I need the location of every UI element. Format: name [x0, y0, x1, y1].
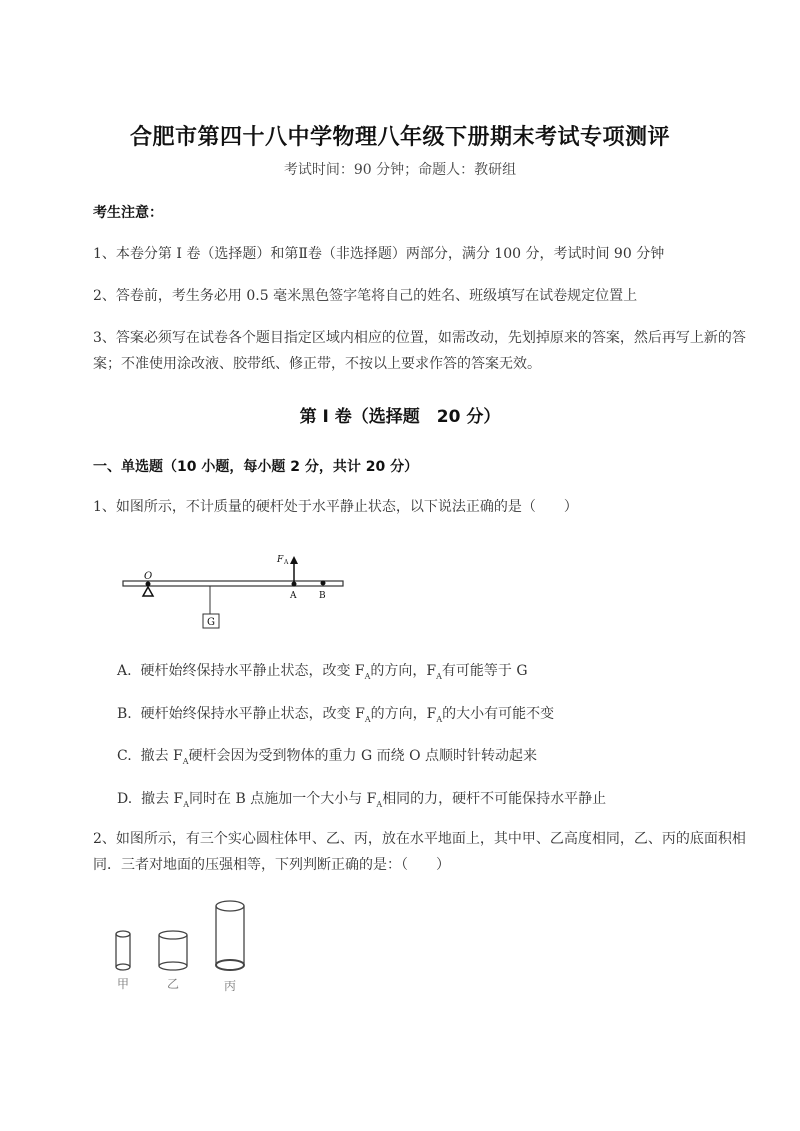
option-1C[interactable]: C. 撤去 $F_A$硬杆会因为受到物体的重力 G 而绕 O 点顺时针转动起来 — [117, 748, 537, 766]
option-1D[interactable]: D. 撤去 $F_A$同时在 B 点施加一个大小与 $F_A$相同的力，硬杆不可能保持水平静止 — [117, 791, 607, 809]
point-a-label: A — [290, 591, 297, 601]
cylinder-label-yi: 乙 — [167, 977, 180, 991]
cylinder-label-jia: 甲 — [117, 977, 130, 991]
force-label: F — [277, 555, 284, 565]
exam-subtitle: 考试时间：90 分钟；命题人：教研组 — [283, 162, 517, 178]
weight-label: G — [207, 617, 215, 628]
notice-item-2: 2、答卷前，考生务必用 0.5 毫米黑色签字笔将自己的姓名、班级填写在试卷规定位置上 — [93, 288, 638, 304]
notice-item-1: 1、本卷分第 I 卷（选择题）和第Ⅱ卷（非选择题）两部分，满分 100 分，考试时间 90 分钟 — [93, 246, 665, 262]
point-b-label: B — [319, 591, 326, 601]
pivot-label: O — [144, 571, 153, 582]
question-group-heading: 一、单选题（10 小题，每小题 2 分，共计 20 分） — [93, 459, 419, 475]
notice-heading: 考生注意： — [93, 205, 163, 221]
lever-diagram — [110, 540, 360, 640]
option-1B[interactable]: B. 硬杆始终保持水平静止状态，改变 $F_A$的方向，$F_A$的大小有可能不变 — [117, 706, 555, 724]
force-sub-label: A — [284, 559, 289, 566]
section-title: 第 I 卷（选择题 20 分） — [299, 407, 501, 427]
notice-item-3: 3、答案必须写在试卷各个题目指定区域内相应的位置，如需改动，先划掉原来的答案，然后再写上新的答案；不准使用涂改液、胶带纸、修正带，不按以上要求作答的答案无效。 — [93, 330, 746, 372]
exam-title: 合肥市第四十八中学物理八年级下册期末考试专项测评 — [129, 125, 670, 150]
question-1-stem: 1、如图所示，不计质量的硬杆处于水平静止状态，以下说法正确的是（ ） — [93, 499, 578, 515]
question-2-stem: 2、如图所示，有三个实心圆柱体甲、乙、丙，放在水平地面上，其中甲、乙高度相同，乙、丙的底面积相同．三者对地面的压强相等，下列判断正确的是：（ ） — [93, 831, 746, 873]
cylinder-label-bing: 丙 — [224, 979, 237, 993]
option-1A[interactable]: A. 硬杆始终保持水平静止状态，改变 $F_A$的方向，$F_A$有可能等于 G — [117, 663, 528, 681]
cylinders-diagram — [100, 890, 270, 1000]
